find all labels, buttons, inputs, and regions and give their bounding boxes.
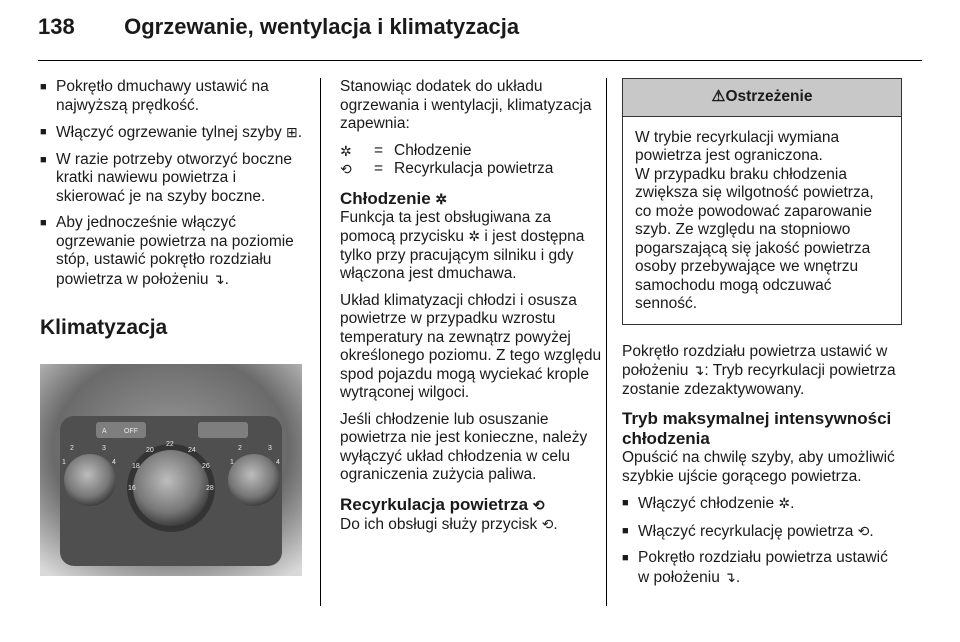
column-2: [340, 78, 602, 542]
dial-label: 3: [268, 444, 272, 452]
dial-label: 1: [62, 458, 66, 466]
list-item: ■ Włączyć recyrkulację powietrza ⟲.: [622, 522, 902, 542]
dial-label: 3: [102, 444, 106, 452]
list-item: ■ Pokrętło dmuchawy ustawić na najwyższą prędkość.: [40, 78, 308, 115]
dial-label: 4: [276, 458, 280, 466]
dial-label: 22: [166, 440, 174, 448]
dial-label: 20: [146, 446, 154, 454]
defrost-button: [198, 422, 248, 438]
column-3: [622, 78, 902, 595]
definition-row: ✲ = Chłodzenie: [340, 141, 472, 159]
snowflake-icon: ✲: [468, 228, 481, 244]
header-rule: [38, 60, 922, 61]
fan-dial: [64, 454, 116, 506]
dial-label: 26: [202, 462, 210, 470]
recirculation-icon: ⟲: [532, 496, 545, 513]
definition-list: [340, 142, 602, 179]
column-divider-2: [606, 78, 607, 606]
distribution-paragraph: Pokrętło rozdziału powietrza ustawić w położeniu ↴: Tryb recyrkulacji powietrza zostanie zdezaktywowany.: [622, 342, 896, 398]
dial-label: 16: [128, 484, 136, 492]
warning-icon: ⚠: [711, 88, 726, 105]
section-title-climate: Klimatyzacja: [40, 316, 168, 339]
dial-label: 18: [132, 462, 140, 470]
definition-row: ⟲ = Recyrkulacja powietrza: [340, 160, 554, 177]
cooling-paragraph-2: Układ klimatyzacji chłodzi i osusza powietrze w przypadku wzrostu temperatury na zewnątrz powyżej określonego poziomu. Z tego względu spod pojazdu mogą wyciekać krople wytrąconej wilgoci.: [340, 291, 602, 401]
column-1: [40, 78, 308, 581]
cooling-paragraph-1: Funkcja ta jest obsługiwana za pomocą przycisku ✲ i jest dostępna tylko przy pracującym silniku i gdy włączona jest dmuchawa.: [340, 208, 585, 282]
dial-label: 2: [70, 444, 74, 452]
recirculation-paragraph: Do ich obsługi służy przycisk ⟲.: [340, 515, 558, 533]
foot-vent-icon: ↴: [724, 568, 736, 585]
windscreen-vent-icon: ↴: [692, 362, 705, 378]
button-label: OFF: [124, 427, 138, 435]
list-item: ■ Aby jednocześnie włączyć ogrzewanie powietrza na poziomie stóp, ustawić pokrętło rozdziału powietrza w położeniu ↴.: [40, 214, 308, 289]
recirculation-icon: ⟲: [340, 161, 352, 177]
cooling-paragraph-3: Jeśli chłodzenie lub osuszanie powietrza nie jest konieczne, należy wyłączyć układ chłodzenia w celu ograniczenia zużycia paliwa.: [340, 410, 588, 483]
temperature-dial: [133, 450, 209, 526]
snowflake-icon: ✲: [435, 190, 448, 207]
foot-vent-icon: ↴: [212, 270, 225, 287]
snowflake-icon: ✲: [340, 142, 352, 159]
dial-label: 2: [238, 444, 242, 452]
bullet-list-3: [622, 494, 902, 587]
cooling-heading: Chłodzenie ✲: [340, 188, 448, 208]
air-distribution-dial: [228, 454, 280, 506]
bullet-list-1: [40, 78, 308, 289]
dial-label: 1: [230, 458, 234, 466]
list-item: ■ W razie potrzeby otworzyć boczne kratki nawiewu powietrza i skierować je na szyby boczne.: [40, 151, 308, 207]
warning-body: W trybie recyrkulacji wymiana powietrza jest ograniczona. W przypadku braku chłodzenia zwiększa się wilgotność powietrza, co może powodować zaparowanie szyb. Ze względu na stopniowo pogarszającą się jakość powietrza osoby przebywające we wnętrzu samochodu mogą odczuwać senność.: [635, 128, 874, 312]
intro-text: Stanowiąc dodatek do układu ogrzewania i wentylacji, klimatyzacja zapewnia:: [340, 78, 592, 132]
recirculation-heading: Recyrkulacja powietrza ⟲: [340, 494, 545, 514]
max-cooling-paragraph: Opuścić na chwilę szyby, aby umożliwić szybkie ujście gorącego powietrza.: [622, 449, 895, 485]
list-item: ■ Włączyć chłodzenie ✲.: [622, 494, 902, 514]
page-title: Ogrzewanie, wentylacja i klimatyzacja: [124, 14, 520, 39]
list-item: ■ Pokrętło rozdziału powietrza ustawić w położeniu ↴.: [622, 549, 902, 587]
page-number: 138: [38, 14, 75, 39]
list-item: ■ Włączyć ogrzewanie tylnej szyby ⊞.: [40, 123, 308, 143]
page-header: [38, 14, 519, 40]
max-cooling-heading: Tryb maksymalnej intensywności chłodzenia: [622, 409, 892, 448]
snowflake-icon: ✲: [778, 495, 791, 511]
climate-panel-photo: [40, 364, 302, 576]
dial-label: 28: [206, 484, 214, 492]
warning-header: ⚠Ostrzeżenie: [623, 79, 901, 117]
dial-label: 4: [112, 458, 116, 466]
recirculation-icon: ⟲: [857, 522, 870, 539]
recirculation-icon: ⟲: [541, 515, 554, 532]
column-divider-1: [320, 78, 321, 606]
dial-label: 24: [188, 446, 196, 454]
warning-box: [622, 78, 902, 325]
rear-defrost-icon: ⊞: [286, 124, 298, 140]
button-label: A: [102, 427, 107, 435]
